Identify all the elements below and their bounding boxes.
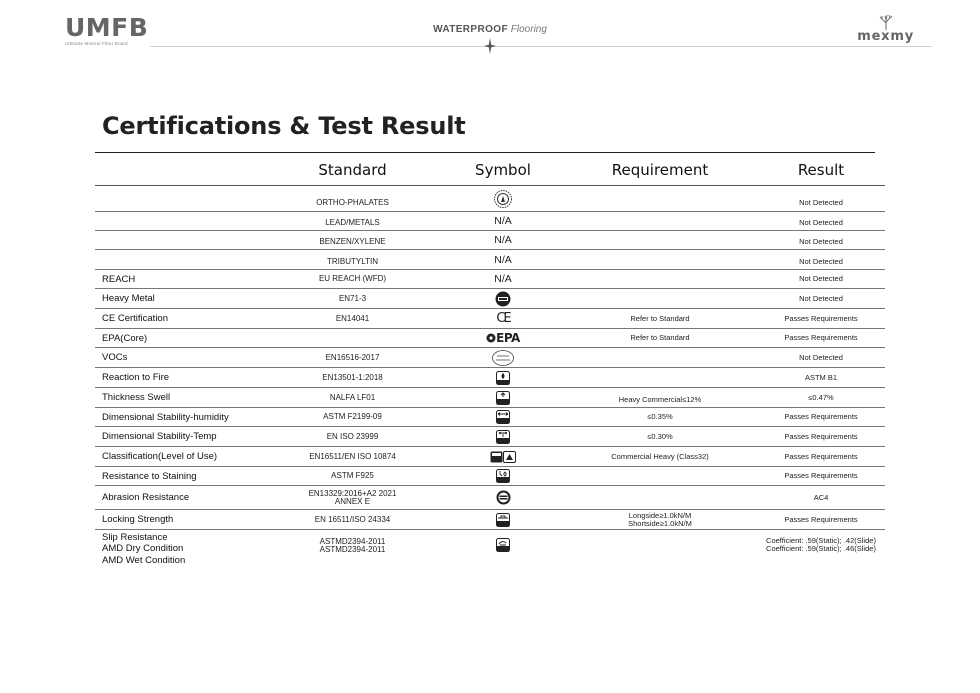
- table-row: [95, 329, 885, 348]
- row-result: Passes Requirements: [784, 333, 858, 342]
- row-name: VOCs: [102, 352, 128, 363]
- mexmy-logo: [857, 14, 914, 43]
- row-result: Passes Requirements: [784, 471, 858, 480]
- row-name: Heavy Metal: [102, 293, 155, 304]
- table-row: [95, 510, 885, 530]
- row-symbol: N/A: [494, 273, 512, 285]
- locking-strength-icon: [475, 510, 531, 529]
- stability-temp-icon: [475, 427, 531, 446]
- row-standard: ORTHO-PHALATES: [316, 197, 389, 207]
- row-name: Resistance to Staining: [102, 470, 197, 482]
- row-requirement: [585, 212, 735, 230]
- phthalate-free-seal-icon: [475, 186, 531, 211]
- fire-reaction-icon: [475, 368, 531, 387]
- thickness-swell-icon: [475, 388, 531, 407]
- header-caption-italic: Flooring: [510, 24, 547, 35]
- row-result: Not Detected: [799, 197, 843, 207]
- row-result: AC4: [813, 492, 829, 502]
- row-standard: EN13501-1:2018: [322, 372, 383, 382]
- epa-flower-icon: [486, 333, 496, 343]
- floorscore-icon: [475, 348, 531, 367]
- row-requirement: [585, 231, 735, 249]
- row-standard: EN14041: [335, 313, 370, 323]
- row-requirement: [585, 486, 735, 509]
- table-row: [95, 447, 885, 467]
- page-title: Certifications & Test Result: [102, 112, 466, 140]
- row-requirement: [585, 250, 735, 269]
- abrasion-icon: [475, 486, 531, 509]
- column-header-result: Result: [797, 161, 845, 179]
- row-requirement: Refer to Standard: [630, 333, 690, 342]
- row-standard: EN16516-2017: [325, 352, 380, 362]
- certifications-table: [95, 154, 885, 568]
- row-result: Passes Requirements: [784, 514, 858, 524]
- mexmy-name: mexmy: [857, 29, 914, 44]
- row-result: Not Detected: [799, 237, 843, 246]
- row-result: Not Detected: [799, 274, 843, 283]
- sparkle-icon: [484, 38, 496, 54]
- tree-icon: [879, 14, 893, 30]
- page-header: [0, 0, 980, 60]
- table-row: [95, 486, 885, 510]
- row-requirement: [585, 289, 735, 308]
- row-standard: [275, 329, 430, 347]
- table-row: [95, 388, 885, 408]
- row-result: Not Detected: [799, 352, 843, 362]
- row-result: Not Detected: [799, 218, 843, 227]
- row-name: Classification(Level of Use): [102, 451, 218, 462]
- row-standard: NALFA LF01: [329, 392, 376, 402]
- row-name: Thickness Swell: [102, 392, 171, 403]
- header-caption-bold: WATERPROOF: [433, 24, 508, 35]
- row-standard: EU REACH (WFD): [318, 274, 387, 283]
- column-header-symbol: Symbol: [475, 161, 531, 179]
- row-requirement: [585, 348, 735, 367]
- row-requirement: [585, 368, 735, 387]
- row-name: Dimensional Stability-Temp: [102, 431, 217, 442]
- row-requirement: Longside≥1.0kN/M Shortside≥1.0kN/M: [628, 510, 692, 528]
- row-name: Abrasion Resistance: [102, 492, 190, 503]
- ce-mark-icon: CE: [496, 311, 510, 326]
- row-standard: EN ISO 23999: [326, 431, 379, 441]
- row-requirement: [585, 467, 735, 485]
- table-row: [95, 348, 885, 368]
- row-symbol: N/A: [494, 215, 512, 227]
- row-standard: EN 16511/ISO 24334: [314, 514, 391, 524]
- row-name: CE Certification: [102, 313, 168, 324]
- row-standard: ASTM F2199-09: [323, 412, 382, 421]
- row-standard: EN16511/EN ISO 10874: [309, 451, 396, 461]
- use-class-icon: [475, 447, 531, 466]
- table-row: [95, 231, 885, 250]
- epa-logo-text: EPA: [496, 331, 520, 345]
- table-header: [95, 154, 885, 186]
- row-result: Not Detected: [799, 293, 843, 303]
- slip-resistance-icon: [475, 530, 531, 568]
- table-row: [95, 309, 885, 329]
- row-standard: ASTMD2394-2011 ASTMD2394-2011: [319, 537, 386, 554]
- row-result: ASTM B1: [804, 372, 838, 382]
- row-name: EPA(Core): [102, 332, 148, 344]
- epa-logo-icon: [475, 329, 531, 347]
- row-result: ≤0.47%: [808, 392, 834, 402]
- row-standard: TRIBUTYLTIN: [327, 256, 378, 266]
- row-result: Not Detected: [799, 256, 843, 266]
- column-header-requirement: Requirement: [611, 161, 709, 179]
- row-standard: EN71-3: [338, 293, 367, 303]
- row-standard: EN13329:2016+A2 2021 ANNEX E: [308, 488, 397, 506]
- table-row: [95, 212, 885, 231]
- stain-resistance-icon: [475, 467, 531, 485]
- row-requirement: Refer to Standard: [630, 313, 690, 323]
- table-row: [95, 368, 885, 388]
- row-result: Passes Requirements: [784, 451, 858, 461]
- row-requirement: ≤0.35%: [647, 412, 673, 421]
- row-standard: BENZEN/XYLENE: [319, 237, 386, 246]
- column-header-standard: Standard: [318, 161, 387, 179]
- row-name: Dimensional Stability-humidity: [102, 411, 229, 423]
- row-requirement: Heavy Commercial≤12%: [618, 394, 702, 404]
- header-caption: [0, 24, 980, 35]
- table-row: [95, 250, 885, 270]
- row-result: Passes Requirements: [784, 431, 858, 441]
- brand-name: UMFB: [65, 13, 149, 42]
- row-requirement: Commercial Heavy (Class32): [611, 451, 709, 461]
- row-requirement: [585, 530, 735, 568]
- row-result: Passes Requirements: [784, 313, 858, 323]
- table-row: [95, 186, 885, 212]
- en71-badge-icon: [475, 289, 531, 308]
- row-name: Reaction to Fire: [102, 372, 170, 383]
- row-name: REACH: [102, 273, 136, 285]
- row-standard: ASTM F925: [331, 471, 374, 480]
- brand-tagline: Ultimate Mineral Fiber Board: [65, 41, 128, 46]
- row-symbol: N/A: [494, 253, 512, 266]
- table-row: [95, 467, 885, 486]
- row-name: Slip Resistance AMD Dry Condition AMD Wet Condition: [102, 531, 186, 566]
- title-divider: [95, 152, 875, 153]
- row-requirement: ≤0.30%: [647, 431, 673, 441]
- row-requirement: [585, 186, 735, 211]
- table-row: [95, 408, 885, 427]
- row-symbol: N/A: [494, 234, 512, 246]
- table-row: [95, 530, 885, 568]
- row-requirement: [585, 270, 735, 288]
- stability-humidity-icon: [475, 408, 531, 426]
- row-standard: LEAD/METALS: [325, 218, 380, 227]
- table-row: [95, 289, 885, 309]
- table-row: [95, 427, 885, 447]
- header-divider: [150, 46, 932, 47]
- row-result: Coefficient: .59(Static); .42(Slide) Coefficient: .59(Static); .46(Slide): [766, 536, 876, 553]
- row-name: Locking Strength: [102, 514, 174, 525]
- table-row: [95, 270, 885, 289]
- row-result: Passes Requirements: [784, 412, 858, 421]
